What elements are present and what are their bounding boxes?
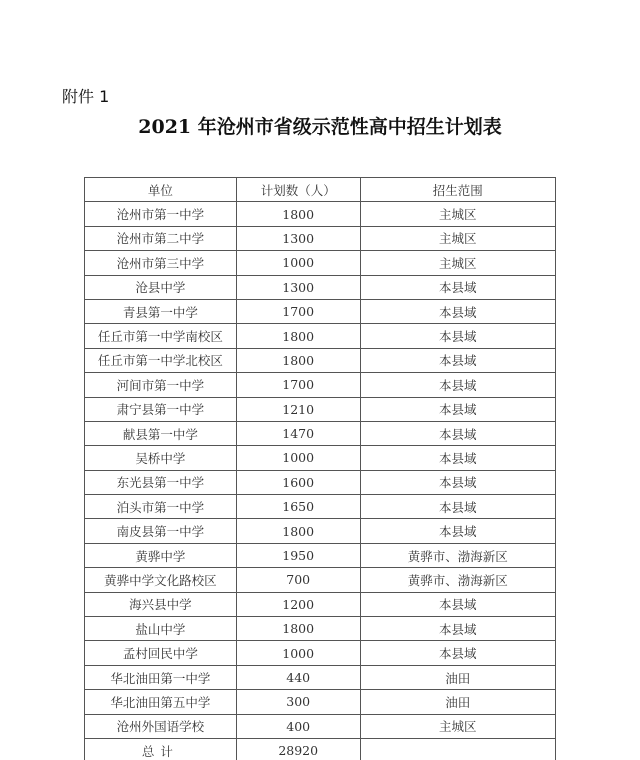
table-row — [85, 299, 556, 323]
table-row — [85, 690, 556, 714]
table-row — [85, 470, 556, 494]
table-row — [85, 251, 556, 275]
cell-unit: 盐山中学 — [85, 617, 237, 641]
cell-unit: 泊头市第一中学 — [85, 495, 237, 519]
table-row — [85, 202, 556, 226]
cell-enrollment-scope: 本县域 — [360, 373, 555, 397]
cell-plan-count: 1000 — [236, 446, 360, 470]
cell-plan-count: 1800 — [236, 202, 360, 226]
cell-plan-count: 1000 — [236, 251, 360, 275]
cell-plan-count: 1210 — [236, 397, 360, 421]
cell-enrollment-scope: 本县域 — [360, 617, 555, 641]
table-row — [85, 617, 556, 641]
cell-unit: 孟村回民中学 — [85, 641, 237, 665]
cell-unit: 东光县第一中学 — [85, 470, 237, 494]
cell-plan-count: 440 — [236, 665, 360, 689]
cell-unit: 沧县中学 — [85, 275, 237, 299]
total-label: 总计 — [85, 738, 237, 760]
cell-unit: 沧州市第一中学 — [85, 202, 237, 226]
cell-plan-count: 1700 — [236, 299, 360, 323]
table-body — [85, 202, 556, 760]
cell-enrollment-scope: 本县域 — [360, 470, 555, 494]
total-enrollment-scope — [360, 738, 555, 760]
cell-enrollment-scope: 油田 — [360, 690, 555, 714]
cell-enrollment-scope: 本县域 — [360, 275, 555, 299]
cell-enrollment-scope: 本县域 — [360, 299, 555, 323]
cell-enrollment-scope: 本县域 — [360, 421, 555, 445]
cell-plan-count: 1950 — [236, 543, 360, 567]
cell-enrollment-scope: 主城区 — [360, 202, 555, 226]
cell-enrollment-scope: 本县域 — [360, 519, 555, 543]
table-row — [85, 226, 556, 250]
cell-plan-count: 1600 — [236, 470, 360, 494]
cell-enrollment-scope: 本县域 — [360, 641, 555, 665]
cell-unit: 黄骅中学 — [85, 543, 237, 567]
cell-plan-count: 1300 — [236, 226, 360, 250]
table-row — [85, 714, 556, 738]
cell-unit: 任丘市第一中学南校区 — [85, 324, 237, 348]
cell-enrollment-scope: 本县域 — [360, 324, 555, 348]
cell-enrollment-scope: 本县域 — [360, 495, 555, 519]
table-header-row — [85, 178, 556, 202]
header-unit: 单位 — [85, 178, 237, 202]
table-row — [85, 275, 556, 299]
cell-plan-count: 1650 — [236, 495, 360, 519]
cell-unit: 肃宁县第一中学 — [85, 397, 237, 421]
header-plan-count: 计划数（人） — [236, 178, 360, 202]
cell-enrollment-scope: 本县域 — [360, 397, 555, 421]
cell-plan-count: 700 — [236, 568, 360, 592]
table-row — [85, 592, 556, 616]
table-row — [85, 641, 556, 665]
cell-unit: 沧州市第三中学 — [85, 251, 237, 275]
cell-plan-count: 1470 — [236, 421, 360, 445]
cell-enrollment-scope: 本县域 — [360, 446, 555, 470]
cell-enrollment-scope: 黄骅市、渤海新区 — [360, 543, 555, 567]
cell-unit: 华北油田第一中学 — [85, 665, 237, 689]
cell-plan-count: 1000 — [236, 641, 360, 665]
cell-plan-count: 1200 — [236, 592, 360, 616]
cell-unit: 任丘市第一中学北校区 — [85, 348, 237, 372]
table-row — [85, 543, 556, 567]
cell-unit: 南皮县第一中学 — [85, 519, 237, 543]
cell-plan-count: 1800 — [236, 324, 360, 348]
enrollment-plan-table — [84, 177, 556, 760]
table-row — [85, 519, 556, 543]
cell-enrollment-scope: 本县域 — [360, 592, 555, 616]
table-row — [85, 446, 556, 470]
table-row — [85, 665, 556, 689]
cell-plan-count: 400 — [236, 714, 360, 738]
cell-unit: 黄骅中学文化路校区 — [85, 568, 237, 592]
cell-unit: 华北油田第五中学 — [85, 690, 237, 714]
cell-enrollment-scope: 主城区 — [360, 226, 555, 250]
cell-unit: 河间市第一中学 — [85, 373, 237, 397]
cell-unit: 海兴县中学 — [85, 592, 237, 616]
table-row — [85, 373, 556, 397]
cell-unit: 献县第一中学 — [85, 421, 237, 445]
cell-enrollment-scope: 油田 — [360, 665, 555, 689]
cell-plan-count: 1800 — [236, 348, 360, 372]
document-title: 2021 年沧州市省级示范性高中招生计划表 — [138, 116, 502, 138]
cell-plan-count: 1800 — [236, 617, 360, 641]
cell-plan-count: 1800 — [236, 519, 360, 543]
cell-enrollment-scope: 黄骅市、渤海新区 — [360, 568, 555, 592]
cell-enrollment-scope: 主城区 — [360, 251, 555, 275]
cell-unit: 青县第一中学 — [85, 299, 237, 323]
table-row — [85, 324, 556, 348]
header-enrollment-scope: 招生范围 — [360, 178, 555, 202]
cell-enrollment-scope: 本县域 — [360, 348, 555, 372]
table-row — [85, 568, 556, 592]
cell-plan-count: 1300 — [236, 275, 360, 299]
total-plan-count: 28920 — [236, 738, 360, 760]
attachment-label: 附件 1 — [62, 87, 110, 106]
table-row — [85, 348, 556, 372]
cell-unit: 沧州市第二中学 — [85, 226, 237, 250]
cell-plan-count: 300 — [236, 690, 360, 714]
table-row — [85, 495, 556, 519]
table-row — [85, 397, 556, 421]
table-row — [85, 421, 556, 445]
cell-enrollment-scope: 主城区 — [360, 714, 555, 738]
cell-unit: 沧州外国语学校 — [85, 714, 237, 738]
total-row — [85, 738, 556, 760]
cell-unit: 吴桥中学 — [85, 446, 237, 470]
cell-plan-count: 1700 — [236, 373, 360, 397]
table-header — [85, 178, 556, 202]
